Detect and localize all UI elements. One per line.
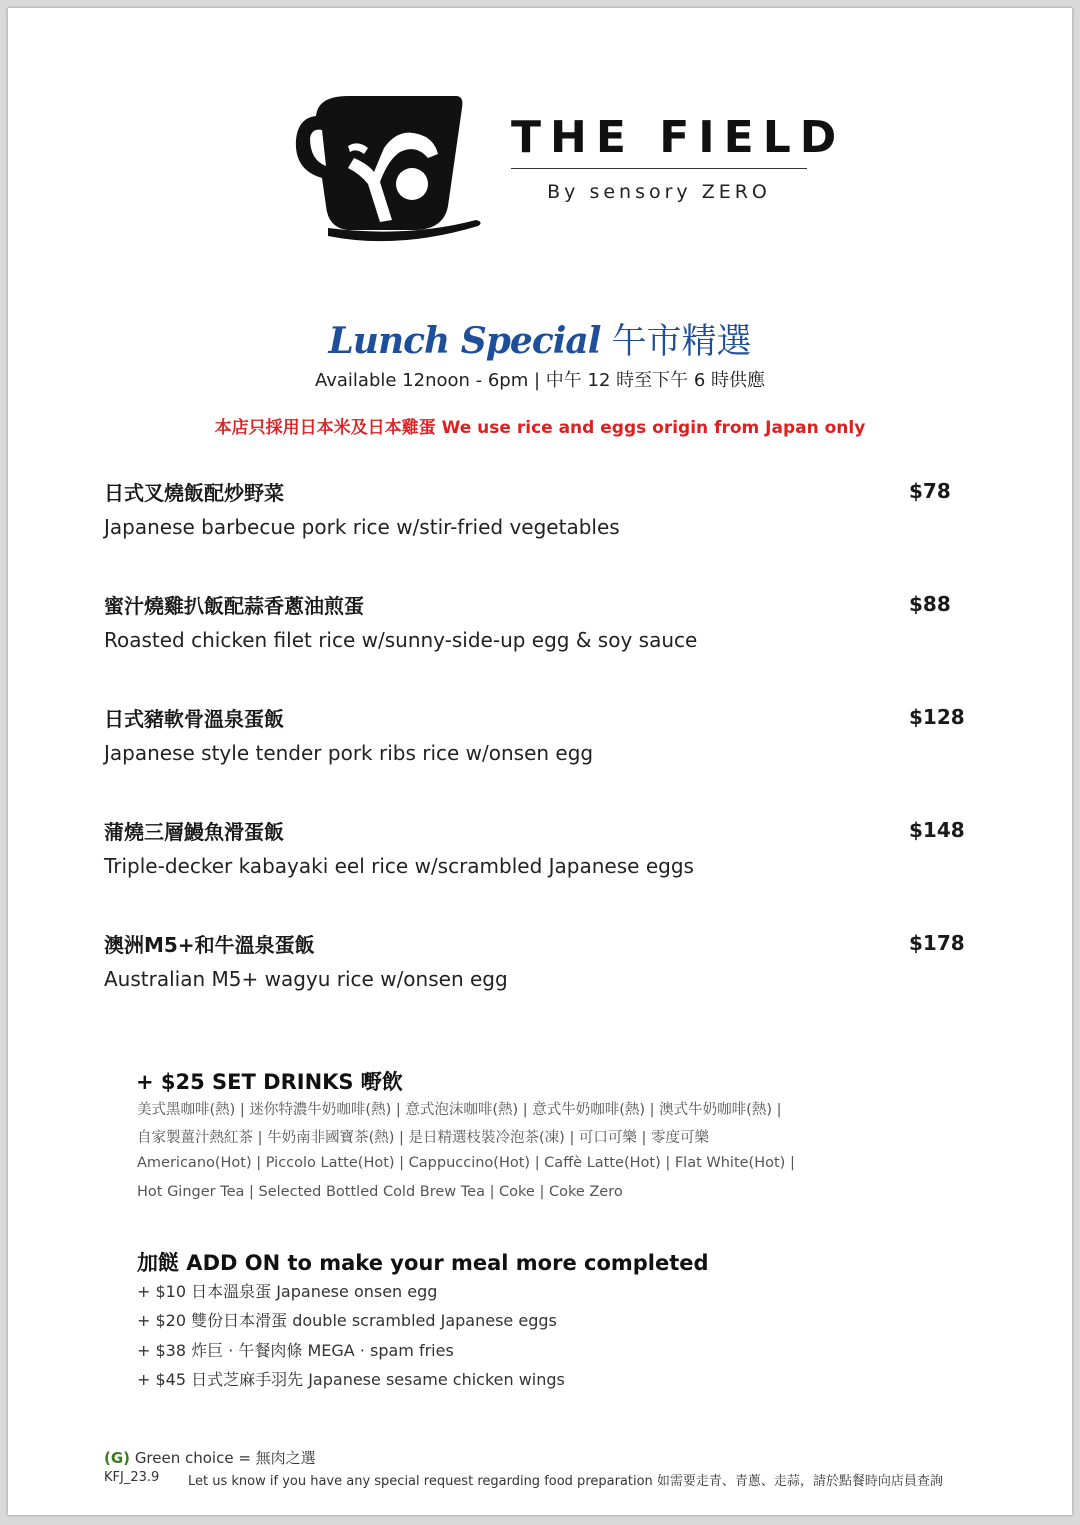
brand-divider xyxy=(511,168,807,169)
menu-item-name-en: Japanese style tender pork ribs rice w/onsen egg xyxy=(104,741,594,765)
lunch-title-zh: 午市精選 xyxy=(611,322,752,362)
green-choice-tag: (G) xyxy=(104,1449,131,1467)
set-drinks-heading: + $25 SET DRINKS 嘢飲 xyxy=(136,1070,403,1094)
special-request-note: Let us know if you have any special request regarding food preparation 如需要走青、青蔥、走蒜，請於點餐時向店員查詢 xyxy=(188,1474,943,1489)
add-on-heading: 加餸 ADD ON to make your meal more completed xyxy=(137,1251,709,1275)
add-on-item: + $10 日本溫泉蛋 Japanese onsen egg xyxy=(137,1282,438,1301)
menu-item-price: $128 xyxy=(909,705,965,729)
drinks-list-line: Americano(Hot) | Piccolo Latte(Hot) | Cappuccino(Hot) | Caffè Latte(Hot) | Flat White(Hot) | xyxy=(137,1155,795,1171)
lunch-title-en: Lunch Special xyxy=(328,320,601,362)
menu-item xyxy=(104,590,974,670)
drinks-list-line: 自家製薑汁熱紅茶 | 牛奶南非國寶茶(熱) | 是日精選枝裝冷泡茶(凍) | 可口可樂 | 零度可樂 xyxy=(137,1130,710,1146)
menu-item-name-zh: 澳洲M5+和牛溫泉蛋飯 xyxy=(104,933,315,957)
menu-page xyxy=(8,8,1072,1515)
brand-title: THE FIELD xyxy=(511,112,846,163)
menu-item-name-en: Roasted chicken filet rice w/sunny-side-up egg & soy sauce xyxy=(104,628,698,652)
menu-item-name-zh: 日式叉燒飯配炒野菜 xyxy=(104,481,284,505)
menu-item xyxy=(104,477,974,557)
green-choice-legend xyxy=(104,1447,316,1468)
menu-item-name-zh: 日式豬軟骨溫泉蛋飯 xyxy=(104,707,284,731)
menu-item-name-en: Japanese barbecue pork rice w/stir-fried vegetables xyxy=(104,515,620,539)
add-on-item: + $38 炸巨 · 午餐肉條 MEGA · spam fries xyxy=(137,1341,454,1360)
menu-item-name-en: Australian M5+ wagyu rice w/onsen egg xyxy=(104,967,508,991)
lunch-special-title xyxy=(8,314,1072,364)
menu-item-price: $148 xyxy=(909,818,965,842)
menu-item-price: $78 xyxy=(909,479,951,503)
menu-item xyxy=(104,816,974,896)
menu-item-price: $88 xyxy=(909,592,951,616)
menu-code: KFJ_23.9 xyxy=(104,1470,160,1485)
menu-item-name-zh: 蜜汁燒雞扒飯配蒜香蔥油煎蛋 xyxy=(104,594,364,618)
menu-item-name-zh: 蒲燒三層鰻魚滑蛋飯 xyxy=(104,820,284,844)
add-on-item: + $45 日式芝麻手羽先 Japanese sesame chicken wings xyxy=(137,1370,565,1389)
menu-item xyxy=(104,929,974,1009)
menu-item xyxy=(104,703,974,783)
menu-item-price: $178 xyxy=(909,931,965,955)
menu-item-name-en: Triple-decker kabayaki eel rice w/scrambled Japanese eggs xyxy=(104,854,694,878)
coffee-cup-logo xyxy=(288,88,488,248)
ingredient-origin-note: 本店只採用日本米及日本雞蛋 We use rice and eggs origin from Japan only xyxy=(214,418,866,438)
drinks-list-line: 美式黑咖啡(熱) | 迷你特濃牛奶咖啡(熱) | 意式泡沫咖啡(熱) | 意式牛奶咖啡(熱) | 澳式牛奶咖啡(熱) | xyxy=(137,1102,782,1118)
drinks-list-line: Hot Ginger Tea | Selected Bottled Cold Brew Tea | Coke | Coke Zero xyxy=(137,1184,623,1200)
add-on-item: + $20 雙份日本滑蛋 double scrambled Japanese eggs xyxy=(137,1311,557,1330)
availability-hours: Available 12noon - 6pm | 中午 12 時至下午 6 時供應 xyxy=(314,370,766,391)
brand-subtitle: By sensory ZERO xyxy=(547,181,771,203)
green-choice-text: Green choice = 無肉之選 xyxy=(134,1449,316,1467)
